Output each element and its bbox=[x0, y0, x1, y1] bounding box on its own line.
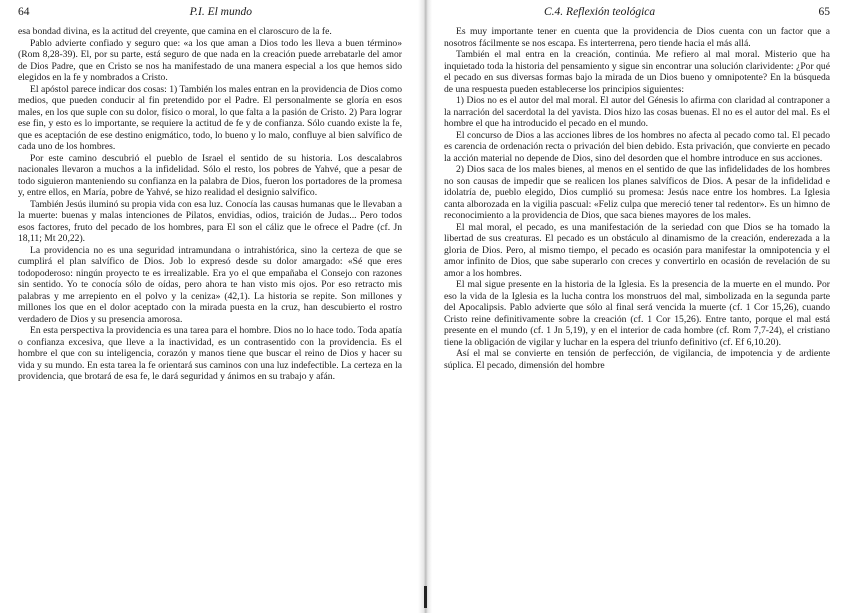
right-running-head bbox=[444, 6, 830, 20]
paragraph: esa bondad divina, es la actitud del creyente, que camina en el claroscuro de la fe. bbox=[18, 26, 332, 37]
binding-mark bbox=[424, 586, 427, 608]
left-running-head bbox=[18, 6, 402, 20]
paragraph: 1) Dios no es el autor del mal moral. El autor del Génesis lo afirma con claridad al contraponer a la narración del sacerdotal la del yavista. Dios hizo las cosas buenas. El no es el autor del mal. Es el hombre el que ha introducido el pecado en el mundo. bbox=[444, 95, 830, 129]
paragraph: El concurso de Dios a las acciones libres de los hombres no afecta al pecado como tal. El pecado es carencia de ordenación recta o privación del bien debido. Esta privación, que convierte en pecado la acción material no depende de Dios, sino del desorden que el hombre introduce en sus acciones. bbox=[444, 129, 830, 164]
right-page bbox=[438, 0, 842, 613]
paragraph: Por este camino descubrió el pueblo de Israel el sentido de su historia. Los descalabros nacionales llevaron a muchos a la infidelidad. Sólo el resto, los pobres de Yahvé, que a pesar de todo siguieron manteniendo su confianza en la palabra de Dios, fueron los portadores de la promesa y, entre ellos, en María, pobre de Yahvé, se hizo realidad el designio salvífico. bbox=[18, 152, 402, 198]
left-page-body bbox=[18, 26, 402, 383]
paragraph: En esta perspectiva la providencia es una tarea para el hombre. Dios no lo hace todo. Toda apatía o confianza excesiva, que lleve a la inactividad, es un contrasentido con la providencia. Es el hombre el que con su inteligencia, corazón y manos tiene que buscar el reino de Dios y hacer su vida y su mundo. En esta tarea la fe orientará sus caminos con una luz indefectible. La certeza en la providencia, que brotará de esa fe, le dará seguridad y ánimos en su trabajo y afán. bbox=[18, 325, 402, 382]
paragraph: Así el mal se convierte en tensión de perfección, de vigilancia, de impotencia y de ardiente súplica. El pecado, dimensión del hombre bbox=[444, 348, 830, 371]
paragraph: Pablo advierte confiado y seguro que: «a los que aman a Dios todo les lleva a buen término» (Rom 8,28-39). El, por su parte, está seguro de que nada en la creación puede arrebatarle del amor de Dios Padre, que en Cristo se nos ha manifestado de una manera especial a los que hemos sido elegidos en la fe y nombrados a Cristo. bbox=[18, 37, 402, 83]
right-running-title: C.4. Reflexión teológica bbox=[544, 6, 656, 18]
book-gutter bbox=[418, 0, 432, 613]
left-page-number: 64 bbox=[18, 6, 30, 18]
paragraph: Es muy importante tener en cuenta que la providencia de Dios cuenta con un factor que a nosotros fácilmente se nos escapa. Es interterrena, pero tiende hacia el más allá. bbox=[444, 26, 830, 49]
paragraph: El mal moral, el pecado, es una manifestación de la seriedad con que Dios se ha tomado la libertad de sus creaturas. El pecado es un obstáculo al dinamismo de la creación, enderezada a la gloria de Dios. Pero, al mismo tiempo, el pecado es ocasión para manifestar la omnipotencia y el amor infinito de Dios, que sabe superarlo con creces y convertirlo en ocasión de revelación de su amor a los hombres. bbox=[444, 221, 830, 279]
paragraph: El mal sigue presente en la historia de la Iglesia. Es la presencia de la muerte en el mundo. Por eso la vida de la Iglesia es la lucha contra los monstruos del mal, simbolizada en la segunda parte del Apocalipsis. Pablo advierte que sólo al final será vencida la muerte (cf. 1 Cor 15,26), cuando Cristo reine definitivamente sobre la creación (cf. 1 Cor 15,26). Entre tanto, porque el mal está presente en el mundo (cf. 1 Jn 5,19), y en el interior de cada hombre (cf. Rom 7,7-24), el cristiano tiene la obligación de vigilar y luchar en la espera del triunfo definitivo (cf. Ef 6,10.20). bbox=[444, 279, 830, 348]
paragraph: La providencia no es una seguridad intramundana o intrahistórica, sino la certeza de que se cumplirá el plan salvífico de Dios. Job lo expresó desde su dolor amargado: «Sé que eres todopoderoso: ningún proyecto te es irrealizable. Era yo el que empañaba el Consejo con razones sin sentido. Yo te conocía sólo de oídas, pero ahora te han visto mis ojos. Por eso retracto mis palabras y me arrepiento en el polvo y la ceniza» (42,1). La historia se repite. Son millones y millones los que en el dolor aceptado con la mirada puesta en la cruz, han descubierto el rostro verdadero de Dios y su presencia amorosa. bbox=[18, 244, 402, 325]
right-page-body bbox=[444, 26, 830, 371]
paragraph: 2) Dios saca de los males bienes, al menos en el sentido de que las infidelidades de los hombres no son causas de impedir que se realicen los planes salvíficos de Dios. A pesar de la infidelidad e idolatría de, pueblo elegido, Dios cumplió su promesa: Jesús nace entre los hombres. La Iglesia canta alborozada en la vigilia pascual: «Feliz culpa que mereció tener tal redentor». Es un himno de reconocimiento a la providencia de Dios, que saca bienes mayores de los males. bbox=[444, 164, 830, 221]
paragraph: También Jesús iluminó su propia vida con esa luz. Conocía las causas humanas que le llevaban a la muerte: buenas y malas intenciones de Pilatos, envidias, odios, traición de Judas... Pero todos esos factores, fruto del pecado de los hombres, para El son el cáliz que le ofrece el Padre (cf. Jn 18,11; Mt 20,22). bbox=[18, 198, 402, 244]
paragraph: También el mal entra en la creación, continúa. Me refiero al mal moral. Misterio que ha inquietado toda la historia del pensamiento y sigue sin encontrar una solución clarividente: ¿Por qué el pecado en sus diversas formas bajo la mirada de un Dios bueno y omnipotente? En la búsqueda de una respuesta pueden establecerse los principios siguientes: bbox=[444, 49, 830, 95]
right-page-number: 65 bbox=[818, 6, 830, 18]
left-page bbox=[8, 0, 406, 613]
paragraph: El apóstol parece indicar dos cosas: 1) También los males entran en la providencia de Dios como medios, que pueden conducir al fin pretendido por el Padre. El personalmente se gloría en esos males, en los que suple con su dolor, físico o moral, lo que falta a la pasión de Cristo. 2) Para lograr ese fin, y esto es lo importante, se requiere la actitud de fe y de confianza. Sólo cuando existe la fe, que es aceptación de ese destino enigmático, todo, lo bueno y lo malo, confluye al bien salvífico de cada uno de los hombres. bbox=[18, 83, 402, 152]
left-running-title: P.I. El mundo bbox=[189, 6, 252, 18]
